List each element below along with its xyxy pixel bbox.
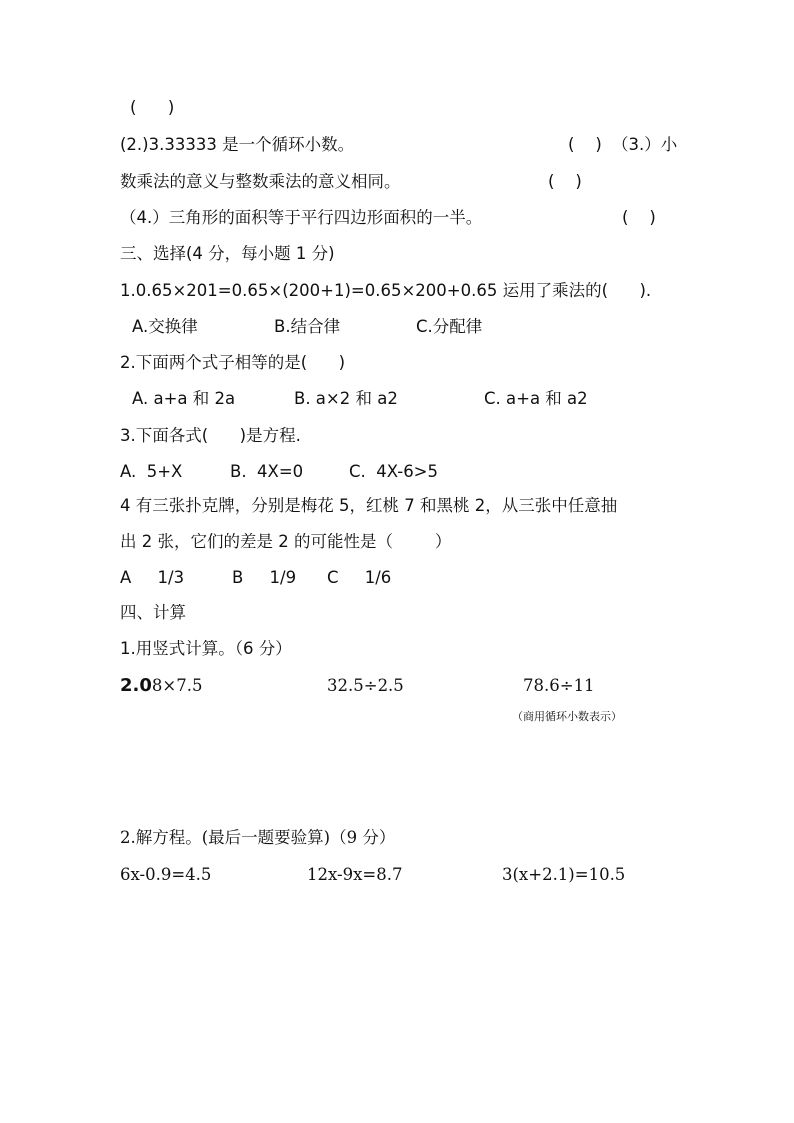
equation-1: 6x-0.9=4.5	[120, 865, 212, 884]
choice-q3-text: 3.下面各式( )是方程.	[120, 426, 301, 445]
choice-q3-option-a: A. 5+X	[120, 462, 183, 481]
calc-problem-3-note: （商用循环小数表示）	[512, 710, 622, 723]
judge-q2-paren: ( )	[568, 135, 602, 154]
choice-q3-option-c: C. 4X-6>5	[349, 462, 439, 481]
choice-q2-option-b: B. a×2 和 a2	[294, 389, 398, 408]
choice-q1-text: 1.0.65×201=0.65×(200+1)=0.65×200+0.65 运用了乘法的( ).	[120, 281, 652, 300]
judge-q4-paren: ( )	[622, 208, 656, 227]
calc-sub1-heading: 1.用竖式计算。（6 分）	[120, 639, 292, 658]
equation-2: 12x-9x=8.7	[307, 865, 403, 884]
judge-q3-cont: 数乘法的意义与整数乘法的意义相同。	[120, 172, 401, 191]
judge-q3-start: （3.）小	[612, 135, 678, 154]
judge-q3-paren: ( )	[548, 172, 582, 191]
equation-3: 3(x+2.1)=10.5	[502, 865, 626, 884]
choice-q4-line1: 4 有三张扑克牌，分别是梅花 5，红桃 7 和黑桃 2，从三张中任意抽	[120, 496, 618, 515]
calc-problem-1	[120, 675, 202, 697]
section-choice-heading: 三、选择(4 分，每小题 1 分)	[120, 244, 335, 263]
choice-q2-text: 2.下面两个式子相等的是( )	[120, 353, 346, 372]
choice-q4-line2: 出 2 张，它们的差是 2 的可能性是（ ）	[120, 532, 452, 551]
choice-q2-option-a: A. a+a 和 2a	[132, 389, 236, 408]
top-answer-paren: ( )	[130, 98, 175, 117]
calc-problem-3: 78.6÷11	[523, 676, 595, 695]
calc-problem-1-rest: 8×7.5	[151, 676, 203, 695]
choice-q1-option-c: C.分配律	[416, 317, 483, 336]
judge-q2-text: (2.)3.33333 是一个循环小数。	[120, 135, 355, 154]
calc-problem-2: 32.5÷2.5	[327, 676, 404, 695]
choice-q2-option-c: C. a+a 和 a2	[484, 389, 588, 408]
choice-q4-option-b: B 1/9	[232, 568, 297, 587]
calc-problem-1-bold: 2.0	[120, 675, 152, 696]
choice-q1-option-a: A.交换律	[132, 317, 198, 336]
choice-q1-option-b: B.结合律	[274, 317, 341, 336]
choice-q4-option-c: C 1/6	[327, 568, 392, 587]
choice-q3-option-b: B. 4X=0	[230, 462, 304, 481]
judge-q4-text: （4.）三角形的面积等于平行四边形面积的一半。	[120, 208, 483, 227]
section-calc-heading: 四、计算	[120, 603, 186, 622]
calc-sub2-heading: 2.解方程。(最后一题要验算)（9 分）	[120, 828, 396, 847]
choice-q4-option-a: A 1/3	[120, 568, 185, 587]
